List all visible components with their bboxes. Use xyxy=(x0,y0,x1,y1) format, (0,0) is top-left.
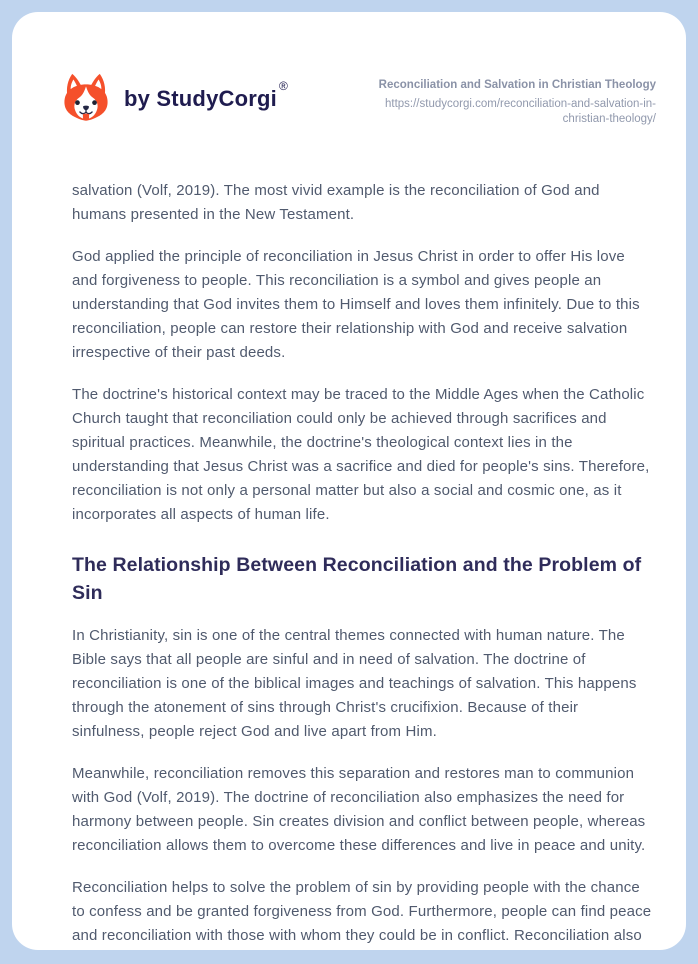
document-meta xyxy=(344,78,656,127)
document-title: Reconciliation and Salvation in Christian Theology xyxy=(378,79,656,91)
studycorgi-brand[interactable] xyxy=(60,72,286,126)
paragraph-god-applied: God applied the principle of reconciliation in Jesus Christ in order to offer His love and forgiveness to people. This reconciliation is a symbol and gives people an understanding that God invites them to Himself and loves them infinitely. Due to this reconciliation, people can restore their relationship with God and receive salvation irrespective of their past deeds. xyxy=(72,248,640,361)
brand-wordmark xyxy=(124,79,288,111)
paragraph-doctrine-context: The doctrine's historical context may be traced to the Middle Ages when the Catholic Church taught that reconciliation could only be achieved through sacrifices and spiritual practices. Meanwhile, the doctrine's theological context lies in the understanding that Jesus Christ was a sacrifice and died for people's sins. Therefore, reconciliation is not only a personal matter but also a social and cosmic one, as it incorporates all aspects of human life. xyxy=(72,386,650,523)
document-url-link[interactable]: https://studycorgi.com/reconciliation-and-salvation-in-christian-theology/ xyxy=(384,98,656,125)
registered-trademark-symbol: ® xyxy=(278,79,288,93)
paragraph-meanwhile-reconciliation: Meanwhile, reconciliation removes this separation and restores man to communion with God (Volf, 2019). The doctrine of reconciliation also emphasizes the need for harmony between people. Sin creates division and conflict between people, whereas reconciliation allows them to overcome these differences and live in peace and unity. xyxy=(72,765,646,854)
section-heading-reconciliation-sin: The Relationship Between Reconciliation and the Problem of Sin xyxy=(72,554,642,604)
essay-body xyxy=(60,179,652,948)
document-card xyxy=(12,12,686,950)
paragraph-salvation-volf: salvation (Volf, 2019). The most vivid example is the reconciliation of God and humans presented in the New Testament. xyxy=(72,182,600,223)
corgi-logo-icon xyxy=(60,72,112,126)
document-header xyxy=(60,72,656,127)
paragraph-christianity-sin: In Christianity, sin is one of the central themes connected with human nature. The Bible says that all people are sinful and in need of salvation. The doctrine of reconciliation is one of the biblical images and teachings of salvation. This happens through the atonement of sins through Christ's crucifixion. Because of their sinfulness, people reject God and live apart from Him. xyxy=(72,627,637,740)
paragraph-reconciliation-helps: Reconciliation helps to solve the problem of sin by providing people with the chance to confess and be granted forgiveness from God. Furthermore, people can find peace and reconciliation with those with whom they could be in conflict. Reconciliation also xyxy=(72,879,652,944)
brand-text-label: by StudyCorgi xyxy=(124,86,277,111)
